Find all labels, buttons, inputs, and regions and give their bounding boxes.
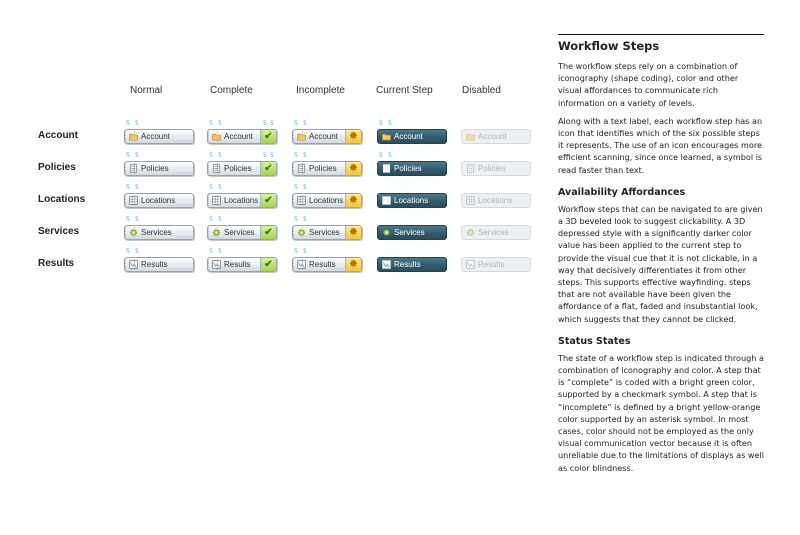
workflow-step-account-disabled: [461, 129, 531, 144]
status-paragraph: The state of a workflow step is indicated through a combination of iconography and color. A step that is “complete” is coded with a bright green color, supported by a checkmark symbol. A step that is “incomplete” is defined by a bright yellow-orange color supported by an asterisk symbol. In most cases, color should not be employed as the only visual communication vector because it is often unreliable due to the limitations of displays as well as color blindness.: [558, 352, 764, 473]
asterisk-icon: ✸: [345, 130, 361, 143]
checkmark-icon: ✔: [260, 194, 276, 207]
spacing-marker: 5: [209, 184, 213, 191]
workflow-step-results-disabled: [461, 257, 531, 272]
chart-icon: [382, 260, 391, 269]
spacing-marker: 5: [135, 120, 139, 127]
panel-title: Workflow Steps: [558, 39, 660, 53]
checkmark-icon: ✔: [260, 258, 276, 271]
gear-icon: [382, 228, 391, 237]
availability-paragraph: Workflow steps that can be navigated to are given a 3D beveled look to suggest clickability. A 3D depressed style with a significantly darker color value has been applied to the current step to provide the visual cue that it is not clickable, in a way that decisively differentiates it from other steps. This supports effective wayfinding. steps that are not available have been given the affordance of a flat, faded and insubstantial look, which suggests that they cannot be clicked.: [558, 203, 763, 324]
column-header-complete: Complete: [210, 85, 253, 96]
step-label: Account: [141, 132, 170, 141]
column-header-incomplete: Incomplete: [296, 85, 345, 96]
spacing-guide-line: [217, 129, 218, 144]
spacing-guide-line: [125, 161, 126, 176]
spacing-marker: 5: [294, 248, 298, 255]
spacing-guide-line: [269, 161, 270, 176]
spacing-marker: 5: [303, 152, 307, 159]
column-header-current-step: Current Step: [376, 85, 433, 96]
workflow-step-services-current: [377, 225, 447, 240]
step-label: Services: [478, 228, 509, 237]
step-label: Policies: [394, 164, 422, 173]
spacing-guide-line: [217, 257, 218, 272]
step-label: Account: [394, 132, 423, 141]
spacing-marker: 5: [218, 216, 222, 223]
chart-icon: [466, 260, 475, 269]
checkmark-icon: ✔: [260, 162, 276, 175]
spacing-marker: 5: [303, 184, 307, 191]
column-header-disabled: Disabled: [462, 85, 501, 96]
spacing-marker: 5: [294, 152, 298, 159]
spacing-guide-line: [134, 193, 135, 208]
status-heading: Status States: [558, 335, 631, 347]
step-label: Locations: [309, 196, 344, 205]
spacing-guide-line: [208, 257, 209, 272]
grid-icon: [466, 196, 475, 205]
document-icon: [466, 164, 475, 173]
step-label: Results: [141, 260, 168, 269]
spacing-guide-line: [217, 225, 218, 240]
column-header-normal: Normal: [130, 85, 163, 96]
step-label: Policies: [309, 164, 337, 173]
step-label: Results: [309, 260, 336, 269]
step-label: Account: [309, 132, 338, 141]
spacing-guide-line: [302, 129, 303, 144]
spacing-guide-line: [269, 129, 270, 144]
step-label: Locations: [224, 196, 259, 205]
spacing-guide-line: [262, 161, 263, 176]
workflow-step-locations-current: [377, 193, 447, 208]
intro-paragraph: The workflow steps rely on a combination of iconography (shape coding), color and other visual affordances to communicate rich information on a variety of levels.: [558, 61, 739, 108]
spacing-marker: 5: [379, 120, 383, 127]
spacing-guide-line: [208, 193, 209, 208]
spacing-guide-line: [302, 225, 303, 240]
spacing-marker: 5: [126, 120, 130, 127]
spacing-marker: 5: [294, 184, 298, 191]
asterisk-icon: ✸: [345, 226, 361, 239]
spacing-marker: 5: [303, 216, 307, 223]
step-label: Account: [224, 132, 253, 141]
spacing-marker: 5: [270, 120, 274, 127]
asterisk-icon: ✸: [345, 194, 361, 207]
spacing-marker: 5: [209, 120, 213, 127]
spacing-guide-line: [134, 225, 135, 240]
spacing-marker: 5: [126, 248, 130, 255]
spacing-guide-line: [134, 257, 135, 272]
workflow-step-locations-disabled: [461, 193, 531, 208]
spacing-marker: 5: [270, 152, 274, 159]
spacing-guide-line: [302, 193, 303, 208]
step-label: Services: [394, 228, 425, 237]
step-label: Policies: [478, 164, 506, 173]
spacing-marker: 5: [303, 120, 307, 127]
row-label-locations: Locations: [38, 194, 86, 205]
step-label: Locations: [141, 196, 176, 205]
spacing-guide-line: [125, 193, 126, 208]
asterisk-icon: ✸: [345, 162, 361, 175]
spacing-marker: 5: [263, 152, 267, 159]
grid-icon: [382, 196, 391, 205]
spacing-marker: 5: [379, 152, 383, 159]
spacing-marker: 5: [218, 184, 222, 191]
spacing-marker: 5: [388, 120, 392, 127]
icon-paragraph: Along with a text label, each workflow step has an icon that identifies which of the six possible steps it represents. The use of an icon encourages more efficient scanning, since once learned, a symbol is read faster than text.: [558, 115, 763, 175]
spacing-marker: 5: [209, 216, 213, 223]
step-label: Locations: [478, 196, 513, 205]
spacing-guide-line: [125, 129, 126, 144]
step-label: Services: [309, 228, 340, 237]
spacing-marker: 5: [294, 216, 298, 223]
spacing-guide-line: [293, 129, 294, 144]
spacing-guide-line: [293, 161, 294, 176]
folder-icon: [466, 132, 475, 141]
workflow-step-policies-disabled: [461, 161, 531, 176]
document-icon: [382, 164, 391, 173]
step-label: Results: [478, 260, 505, 269]
title-rule: [558, 34, 764, 35]
step-label: Services: [141, 228, 172, 237]
spacing-guide-line: [293, 193, 294, 208]
workflow-step-services-disabled: [461, 225, 531, 240]
folder-icon: [382, 132, 391, 141]
spacing-marker: 5: [209, 248, 213, 255]
workflow-steps-description: [558, 34, 764, 480]
spacing-guide-line: [217, 161, 218, 176]
workflow-step-account-current: [377, 129, 447, 144]
row-label-results: Results: [38, 258, 75, 269]
checkmark-icon: ✔: [260, 226, 276, 239]
spacing-guide-line: [217, 193, 218, 208]
spacing-marker: 5: [388, 152, 392, 159]
spacing-guide-line: [134, 161, 135, 176]
row-label-services: Services: [38, 226, 80, 237]
spacing-guide-line: [125, 257, 126, 272]
checkmark-icon: ✔: [260, 130, 276, 143]
spacing-marker: 5: [294, 120, 298, 127]
availability-heading: Availability Affordances: [558, 186, 686, 198]
workflow-step-policies-current: [377, 161, 447, 176]
spacing-marker: 5: [218, 120, 222, 127]
spacing-guide-line: [134, 129, 135, 144]
step-label: Results: [394, 260, 421, 269]
spacing-guide-line: [293, 225, 294, 240]
spacing-guide-line: [208, 129, 209, 144]
spacing-guide-line: [125, 225, 126, 240]
step-label: Account: [478, 132, 507, 141]
spacing-guide-line: [293, 257, 294, 272]
spacing-marker: 5: [263, 120, 267, 127]
spacing-guide-line: [262, 129, 263, 144]
row-label-policies: Policies: [38, 162, 76, 173]
step-label: Policies: [141, 164, 169, 173]
spacing-marker: 5: [135, 152, 139, 159]
spacing-guide-line: [302, 257, 303, 272]
spacing-marker: 5: [218, 248, 222, 255]
spacing-marker: 5: [135, 248, 139, 255]
spacing-marker: 5: [126, 152, 130, 159]
step-label: Policies: [224, 164, 252, 173]
spacing-guide-line: [208, 225, 209, 240]
step-label: Results: [224, 260, 251, 269]
spacing-marker: 5: [218, 152, 222, 159]
spacing-marker: 5: [126, 216, 130, 223]
workflow-step-results-current: [377, 257, 447, 272]
spacing-marker: 5: [209, 152, 213, 159]
spacing-guide-line: [208, 161, 209, 176]
spacing-marker: 5: [135, 184, 139, 191]
spacing-marker: 5: [135, 216, 139, 223]
spacing-marker: 5: [126, 184, 130, 191]
row-label-account: Account: [38, 130, 78, 141]
spacing-marker: 5: [303, 248, 307, 255]
asterisk-icon: ✸: [345, 258, 361, 271]
step-label: Locations: [394, 196, 429, 205]
gear-icon: [466, 228, 475, 237]
spacing-guide-line: [302, 161, 303, 176]
step-label: Services: [224, 228, 255, 237]
